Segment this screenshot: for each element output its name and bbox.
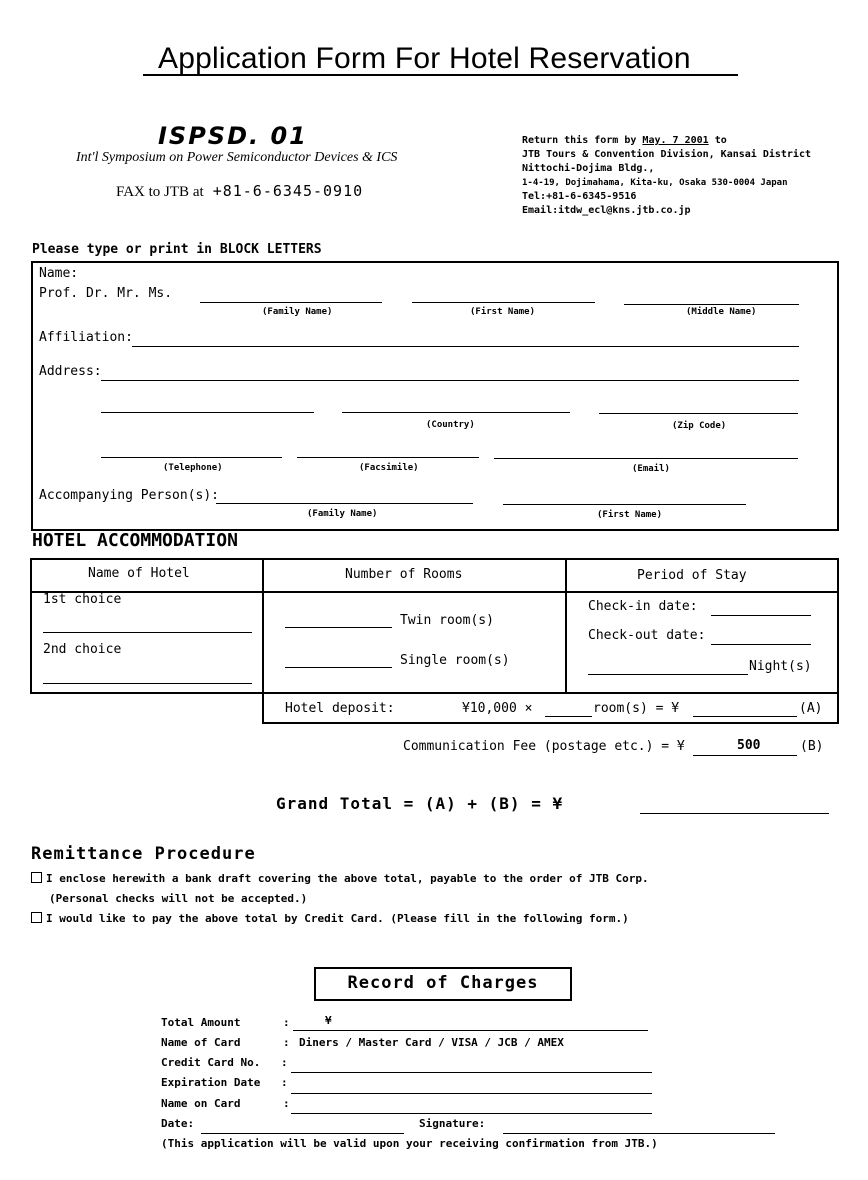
facsimile-field[interactable] xyxy=(297,457,479,458)
col-period-stay: Period of Stay xyxy=(637,568,747,583)
symposium-name: Int'l Symposium on Power Semiconductor Devices & ICS xyxy=(76,150,398,165)
telephone-field[interactable] xyxy=(101,457,282,458)
country-caption: (Country) xyxy=(426,420,475,430)
deposit-total-field[interactable] xyxy=(693,716,797,717)
expiry-field[interactable] xyxy=(291,1093,652,1094)
acc-first-caption: (First Name) xyxy=(597,510,663,520)
validity-footer: (This application will be valid upon your receiving confirmation from JTB.) xyxy=(161,1137,658,1150)
fax-line xyxy=(116,182,363,201)
comm-fee-tag: (B) xyxy=(800,739,824,754)
first-choice-field[interactable] xyxy=(43,632,252,633)
total-amount-colon: : xyxy=(283,1016,290,1029)
credit-card-text: I would like to pay the above total by Credit Card. (Please fill in the following form.) xyxy=(46,912,629,925)
acc-family-caption: (Family Name) xyxy=(307,509,378,519)
card-name-label: Name of Card xyxy=(161,1036,241,1049)
fax-number: +81-6-6345-0910 xyxy=(212,182,364,200)
bank-draft-text: I enclose herewith a bank draft covering the above total, payable to the order of JTB Corp. xyxy=(46,872,649,885)
hotel-heading: HOTEL ACCOMMODATION xyxy=(32,530,238,551)
credit-card-checkbox[interactable] xyxy=(31,912,42,923)
comm-fee-value: 500 xyxy=(737,738,761,753)
card-options[interactable]: Diners / Master Card / VISA / JCB / AMEX xyxy=(299,1036,564,1049)
second-choice-field[interactable] xyxy=(43,683,252,684)
first-choice-label: 1st choice xyxy=(43,592,122,607)
checkin-label: Check-in date: xyxy=(588,599,698,614)
name-on-card-colon: : xyxy=(283,1097,290,1110)
telephone-caption: (Telephone) xyxy=(163,463,223,473)
grand-total-field[interactable] xyxy=(640,813,829,814)
hotel-table-header-line xyxy=(30,591,837,593)
zip-caption: (Zip Code) xyxy=(672,421,727,431)
accompanying-label: Accompanying Person(s): xyxy=(39,488,220,503)
affiliation-label: Affiliation: xyxy=(39,330,133,345)
return-line4: 1-4-19, Dojimahama, Kita-ku, Osaka 530-0004 Japan xyxy=(522,178,788,188)
middle-name-caption: (Middle Name) xyxy=(686,307,757,317)
hotel-col-divider-2 xyxy=(565,558,567,692)
family-name-field[interactable] xyxy=(200,302,382,303)
email-caption: (Email) xyxy=(632,464,670,474)
facsimile-caption: (Facsimile) xyxy=(359,463,419,473)
comm-fee-line xyxy=(693,755,797,756)
return-line5: Tel:+81-6-6345-9516 xyxy=(522,191,637,202)
return-info xyxy=(522,134,811,218)
total-amount-label: Total Amount xyxy=(161,1016,241,1029)
return-line1: Return this form by May. 7 2001 to xyxy=(522,135,727,146)
expiry-colon: : xyxy=(281,1076,288,1089)
name-on-card-field[interactable] xyxy=(291,1113,652,1114)
checkin-field[interactable] xyxy=(711,615,811,616)
return-date: May. 7 2001 xyxy=(642,135,709,146)
name-titles: Prof. Dr. Mr. Ms. xyxy=(39,286,173,301)
card-name-colon: : xyxy=(283,1036,290,1049)
deposit-amount: ¥10,000 × xyxy=(462,701,533,716)
deposit-label: Hotel deposit: xyxy=(285,701,395,716)
grand-total-label: Grand Total = (A) + (B) = ¥ xyxy=(276,794,564,813)
card-number-field[interactable] xyxy=(291,1072,652,1073)
deposit-tag: (A) xyxy=(799,701,823,716)
email-field[interactable] xyxy=(494,458,798,459)
accompanying-first-field[interactable] xyxy=(503,504,746,505)
accompanying-family-field[interactable] xyxy=(216,503,473,504)
card-number-label: Credit Card No. xyxy=(161,1056,261,1069)
single-rooms-label: Single room(s) xyxy=(400,653,510,668)
title-underline xyxy=(143,74,738,76)
remittance-heading: Remittance Procedure xyxy=(31,844,256,864)
block-letters-instruction: Please type or print in BLOCK LETTERS xyxy=(32,242,322,257)
nights-label: Night(s) xyxy=(749,659,812,674)
affiliation-field[interactable] xyxy=(132,346,799,347)
return-line3: Nittochi-Dojima Bldg., xyxy=(522,163,655,174)
address-field[interactable] xyxy=(101,380,799,381)
twin-rooms-label: Twin room(s) xyxy=(400,613,494,628)
date-field[interactable] xyxy=(201,1133,404,1134)
personal-checks-note: (Personal checks will not be accepted.) xyxy=(49,892,308,905)
record-of-charges-heading: Record of Charges xyxy=(314,967,572,1001)
fax-prefix: FAX to JTB at xyxy=(116,184,204,200)
family-name-caption: (Family Name) xyxy=(262,307,333,317)
logo-text: ISPSD. 01 xyxy=(158,122,308,150)
deposit-rooms-field[interactable] xyxy=(545,716,592,717)
card-number-colon: : xyxy=(281,1056,288,1069)
first-name-field[interactable] xyxy=(412,302,595,303)
total-amount-field[interactable] xyxy=(293,1030,648,1031)
return-line2: JTB Tours & Convention Division, Kansai District xyxy=(522,149,811,160)
name-label: Name: xyxy=(39,266,79,281)
form-title: Application Form For Hotel Reservation xyxy=(158,42,691,75)
col-number-rooms: Number of Rooms xyxy=(345,567,463,582)
comm-fee-label: Communication Fee (postage etc.) = ¥ xyxy=(403,739,685,754)
signature-label: Signature: xyxy=(419,1117,486,1130)
signature-field[interactable] xyxy=(503,1133,775,1134)
date-label: Date: xyxy=(161,1117,195,1130)
bank-draft-checkbox[interactable] xyxy=(31,872,42,883)
single-rooms-field[interactable] xyxy=(285,667,392,668)
address-line2-field[interactable] xyxy=(101,412,314,413)
deposit-rooms-label: room(s) = ¥ xyxy=(593,701,680,716)
twin-rooms-field[interactable] xyxy=(285,627,392,628)
name-on-card-label: Name on Card xyxy=(161,1097,241,1110)
checkout-field[interactable] xyxy=(711,644,811,645)
zip-field[interactable] xyxy=(599,413,798,414)
remittance-option2[interactable] xyxy=(31,912,629,925)
checkout-label: Check-out date: xyxy=(588,628,706,643)
country-field[interactable] xyxy=(342,412,570,413)
first-name-caption: (First Name) xyxy=(470,307,536,317)
expiry-label: Expiration Date xyxy=(161,1076,261,1089)
remittance-option1[interactable] xyxy=(31,872,649,885)
middle-name-field[interactable] xyxy=(624,304,799,305)
ispsd-logo xyxy=(158,122,308,150)
col-hotel-name: Name of Hotel xyxy=(88,566,190,581)
address-label: Address: xyxy=(39,364,102,379)
return-line6: Email:itdw_ecl@kns.jtb.co.jp xyxy=(522,205,691,216)
second-choice-label: 2nd choice xyxy=(43,642,122,657)
total-amount-yen: ¥ xyxy=(325,1014,332,1027)
nights-field[interactable] xyxy=(588,674,748,675)
